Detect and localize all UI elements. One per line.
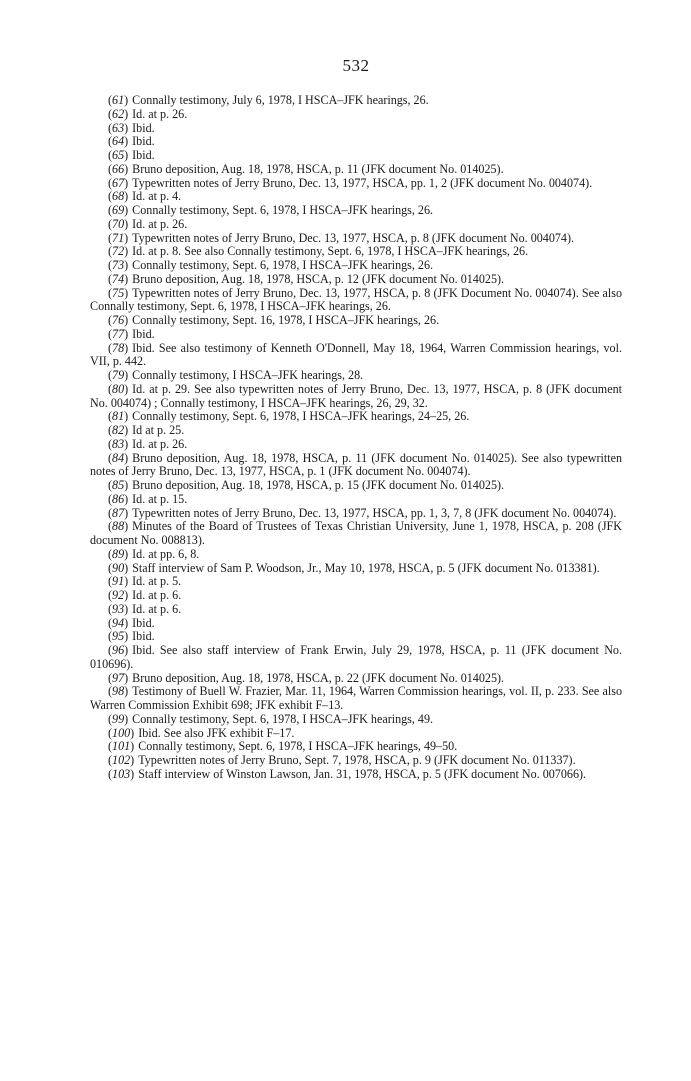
footnote-number: ( 61 ) <box>108 93 128 107</box>
footnote-item <box>90 149 622 163</box>
footnote-number: ( 82 ) <box>108 423 128 437</box>
footnote-text: Connally testimony, July 6, 1978, I HSCA–JFK hearings, 26. <box>132 93 429 107</box>
footnote-number: ( 93 ) <box>108 602 128 616</box>
footnote-number: ( 90 ) <box>108 561 128 575</box>
footnote-number: ( 102 ) <box>108 753 134 767</box>
footnote-item <box>90 507 622 521</box>
footnote-number: ( 77 ) <box>108 327 128 341</box>
footnote-text: Ibid. <box>132 615 155 630</box>
footnote-text: Typewritten notes of Jerry Bruno, Dec. 13, 1977, HSCA, p. 8 (JFK Document No. 004074). See also Connally testimony, Sept. 6, 1978, I HSCA–JFK hearings, 26. <box>90 285 622 314</box>
footnote-text: Ibid. See also JFK exhibit F–17. <box>138 725 295 740</box>
footnote-item <box>90 520 622 548</box>
footnote-item <box>90 493 622 507</box>
footnote-item <box>90 218 622 232</box>
footnote-number: ( 73 ) <box>108 258 128 272</box>
footnote-number: ( 92 ) <box>108 588 128 602</box>
footnote-list <box>90 94 622 782</box>
footnote-number: ( 84 ) <box>108 451 128 465</box>
footnote-text: Connally testimony, Sept. 6, 1978, I HSCA–JFK hearings, 49–50. <box>138 739 458 754</box>
footnote-item <box>90 273 622 287</box>
footnote-text: Ibid. <box>132 120 155 135</box>
footnote-text: Id. at p. 15. <box>132 491 188 506</box>
footnote-item <box>90 369 622 383</box>
footnote-item <box>90 644 622 672</box>
footnote-number: ( 88 ) <box>108 519 128 533</box>
footnote-item <box>90 424 622 438</box>
footnote-number: ( 100 ) <box>108 726 134 740</box>
footnote-item <box>90 740 622 754</box>
footnote-number: ( 99 ) <box>108 712 128 726</box>
footnote-item <box>90 617 622 631</box>
footnote-number: ( 68 ) <box>108 189 128 203</box>
footnote-text: Ibid. <box>132 134 155 149</box>
footnote-item <box>90 713 622 727</box>
footnote-text: Id. at p. 4. <box>132 189 182 204</box>
footnote-number: ( 62 ) <box>108 107 128 121</box>
footnote-number: ( 101 ) <box>108 739 134 753</box>
footnote-text: Ibid. <box>132 148 155 162</box>
footnote-item <box>90 438 622 452</box>
footnote-number: ( 72 ) <box>108 244 128 258</box>
footnote-text: Connally testimony, Sept. 6, 1978, I HSCA–JFK hearings, 49. <box>132 711 434 726</box>
footnote-text: Bruno deposition, Aug. 18, 1978, HSCA, p. 22 (JFK document No. 014025). <box>132 670 505 685</box>
footnote-item <box>90 589 622 603</box>
footnote-item <box>90 685 622 713</box>
footnote-text: Connally testimony, Sept. 16, 1978, I HSCA–JFK hearings, 26. <box>132 313 440 327</box>
footnote-item <box>90 232 622 246</box>
footnote-text: Bruno deposition, Aug. 18, 1978, HSCA, p. 12 (JFK document No. 014025). <box>132 271 505 286</box>
footnote-number: ( 66 ) <box>108 162 128 176</box>
footnote-text: Id at p. 25. <box>132 423 185 437</box>
footnote-text: Testimony of Buell W. Frazier, Mar. 11, 1964, Warren Commission hearings, vol. II, p. 233. See also Warren Commission Exhibit 698; JFK exhibit F–13. <box>90 684 622 712</box>
footnote-text: Id. at p. 6. <box>132 588 182 602</box>
footnote-number: ( 69 ) <box>108 203 128 217</box>
footnote-item <box>90 328 622 342</box>
footnote-text: Ibid. See also testimony of Kenneth O'Donnell, May 18, 1964, Warren Commission hearings, vol. VII, p. 442. <box>90 340 622 369</box>
footnote-number: ( 85 ) <box>108 478 128 492</box>
footnote-item <box>90 768 622 782</box>
footnote-text: Connally testimony, Sept. 6, 1978, I HSCA–JFK hearings, 26. <box>132 203 434 217</box>
footnote-text: Id. at p. 5. <box>132 574 182 589</box>
footnote-number: ( 95 ) <box>108 629 128 643</box>
footnote-number: ( 96 ) <box>108 643 128 657</box>
footnote-text: Id. at p. 29. See also typewritten notes of Jerry Bruno, Dec. 13, 1977, HSCA, p. 8 (JFK document No. 004074) ; Connally testimony, I HSCA–JFK hearings, 26, 29, 32. <box>90 381 622 410</box>
footnote-item <box>90 204 622 218</box>
footnote-number: ( 70 ) <box>108 217 128 231</box>
footnote-number: ( 81 ) <box>108 409 128 423</box>
footnote-text: Id. at p. 8. See also Connally testimony, Sept. 6, 1978, I HSCA–JFK hearings, 26. <box>132 244 529 259</box>
footnote-text: Bruno deposition, Aug. 18, 1978, HSCA, p. 11 (JFK document No. 014025). See also typewritten notes of Jerry Bruno, Dec. 13, 1977, HSCA, p. 1 (JFK document No. 004074). <box>90 450 622 479</box>
footnote-item <box>90 177 622 191</box>
footnote-text: Connally testimony, I HSCA–JFK hearings, 28. <box>132 368 364 382</box>
footnote-number: ( 91 ) <box>108 574 128 588</box>
footnote-number: ( 76 ) <box>108 313 128 327</box>
footnote-item <box>90 548 622 562</box>
footnote-text: Typewritten notes of Jerry Bruno, Dec. 13, 1977, HSCA, pp. 1, 3, 7, 8 (JFK document No. 004074). <box>132 505 617 520</box>
footnote-number: ( 64 ) <box>108 134 128 148</box>
footnote-text: Typewritten notes of Jerry Bruno, Dec. 13, 1977, HSCA, pp. 1, 2 (JFK document No. 004074). <box>132 175 593 190</box>
footnote-item <box>90 314 622 328</box>
footnote-item <box>90 754 622 768</box>
footnote-text: Connally testimony, Sept. 6, 1978, I HSCA–JFK hearings, 24–25, 26. <box>132 409 470 424</box>
footnote-text: Id. at p. 6. <box>132 601 182 616</box>
footnote-number: ( 78 ) <box>108 341 128 355</box>
footnote-item <box>90 163 622 177</box>
footnote-text: Bruno deposition, Aug. 18, 1978, HSCA, p. 11 (JFK document No. 014025). <box>132 161 504 176</box>
footnote-text: Ibid. <box>132 629 155 644</box>
footnote-item <box>90 122 622 136</box>
footnote-item <box>90 245 622 259</box>
footnote-item <box>90 727 622 741</box>
footnote-item <box>90 575 622 589</box>
footnote-number: ( 97 ) <box>108 671 128 685</box>
footnote-number: ( 94 ) <box>108 616 128 630</box>
footnote-number: ( 79 ) <box>108 368 128 382</box>
footnote-text: Typewritten notes of Jerry Bruno, Sept. 7, 1978, HSCA, p. 9 (JFK document No. 011337). <box>138 753 576 767</box>
footnote-text: Id. at pp. 6, 8. <box>132 546 200 561</box>
footnote-number: ( 87 ) <box>108 506 128 520</box>
footnote-item <box>90 94 622 108</box>
footnote-number: ( 98 ) <box>108 684 128 698</box>
footnote-item <box>90 259 622 273</box>
footnote-item <box>90 135 622 149</box>
footnote-number: ( 75 ) <box>108 286 128 300</box>
footnote-text: Ibid. <box>132 326 155 341</box>
footnote-item <box>90 672 622 686</box>
footnote-number: ( 63 ) <box>108 121 128 135</box>
footnote-number: ( 83 ) <box>108 437 128 451</box>
footnote-text: Id. at p. 26. <box>132 436 188 451</box>
footnote-item <box>90 190 622 204</box>
footnote-item <box>90 287 622 315</box>
footnote-text: Ibid. See also staff interview of Frank Erwin, July 29, 1978, HSCA, p. 11 (JFK document No. 010696). <box>90 643 622 671</box>
footnote-number: ( 74 ) <box>108 272 128 286</box>
footnote-item <box>90 452 622 480</box>
footnote-text: Id. at p. 26. <box>132 216 188 231</box>
footnote-text: Typewritten notes of Jerry Bruno, Dec. 13, 1977, HSCA, p. 8 (JFK document No. 004074). <box>132 230 575 245</box>
footnote-number: ( 67 ) <box>108 176 128 190</box>
footnote-number: ( 71 ) <box>108 231 128 245</box>
document-page <box>90 56 622 782</box>
footnote-item <box>90 410 622 424</box>
footnote-text: Id. at p. 26. <box>132 106 188 121</box>
page-number: 532 <box>342 56 370 75</box>
footnote-item <box>90 603 622 617</box>
footnote-item <box>90 562 622 576</box>
footnote-number: ( 80 ) <box>108 382 128 396</box>
footnote-number: ( 65 ) <box>108 148 128 162</box>
footnote-text: Staff interview of Sam P. Woodson, Jr., May 10, 1978, HSCA, p. 5 (JFK document No. 013381). <box>132 560 600 575</box>
footnote-text: Connally testimony, Sept. 6, 1978, I HSCA–JFK hearings, 26. <box>132 258 434 272</box>
footnote-number: ( 86 ) <box>108 492 128 506</box>
footnote-item <box>90 630 622 644</box>
footnote-item <box>90 108 622 122</box>
footnote-item <box>90 383 622 411</box>
footnote-item <box>90 342 622 370</box>
footnote-text: Bruno deposition, Aug. 18, 1978, HSCA, p. 15 (JFK document No. 014025). <box>132 478 505 492</box>
footnote-item <box>90 479 622 493</box>
footnote-text: Minutes of the Board of Trustees of Texas Christian University, June 1, 1978, HSCA, p. 208 (JFK document No. 008813). <box>90 519 622 547</box>
footnote-number: ( 89 ) <box>108 547 128 561</box>
footnote-number: ( 103 ) <box>108 767 134 781</box>
footnote-text: Staff interview of Winston Lawson, Jan. 31, 1978, HSCA, p. 5 (JFK document No. 007066). <box>138 766 587 781</box>
